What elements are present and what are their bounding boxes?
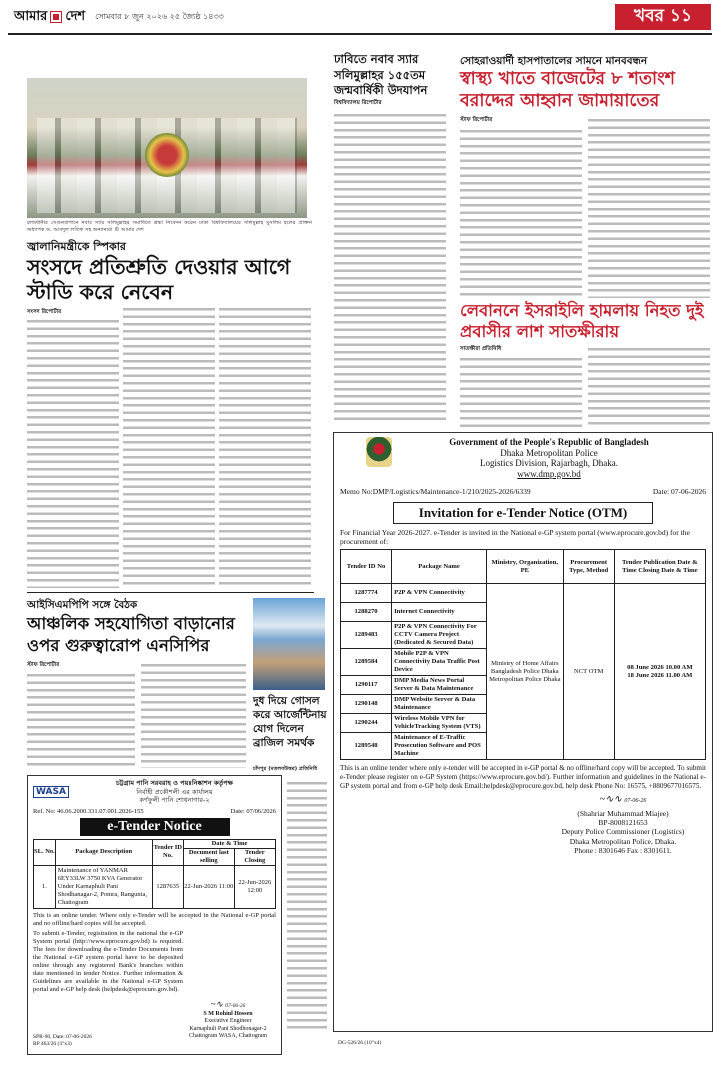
police-date: Date: 07-06-2026 <box>652 487 706 496</box>
tender-id-cell: 1289483 <box>341 622 392 649</box>
table-row <box>34 865 276 908</box>
procurement-cell: NCT OTM <box>563 584 614 760</box>
wasa-col-close: Tender Closing <box>234 848 275 865</box>
story1-body-col1 <box>27 318 119 588</box>
story4-body-col1 <box>460 356 582 428</box>
wasa-division: নির্বাহী প্রকৌশলী এর কার্যালয় <box>136 787 213 796</box>
wasa-col-pkg: Package Description <box>55 839 152 865</box>
story5-body-col2 <box>141 662 246 768</box>
wasa-sign-date: 07-06-26 <box>225 1003 246 1009</box>
wasa-sl: 1. <box>34 865 56 908</box>
masthead-left: আমার <box>14 8 48 24</box>
wasa-signer-org: Chattogram WASA, Chattogram <box>188 1033 268 1039</box>
story2-headline: ঢাবিতে নবাব স্যার সলিমুল্লাহর ১৫৫তম জন্মবার্ষিকী উদযাপন <box>334 52 428 97</box>
wasa-signer-title: Executive Engineer <box>204 1018 252 1024</box>
col-package: Package Name <box>392 550 487 584</box>
package-cell: Wireless Mobile VPN for VehicleTracking System (VTS) <box>392 714 487 733</box>
story3-byline: স্টাফ রিপোর্টার <box>460 117 493 123</box>
col-procurement: Procurement Type, Method <box>563 550 614 584</box>
story4-body-col2 <box>588 346 710 428</box>
col-publication: Tender Publication Date & Time Closing Date & Time <box>614 550 705 584</box>
police-sign-date: 07-06-26 <box>624 798 647 804</box>
tender-id-cell: 1290244 <box>341 714 392 733</box>
publication-cell <box>614 584 705 760</box>
wasa-ref: Ref. No: 46.06.2000.331.07.001.2026-155 <box>33 807 144 815</box>
wasa-footer2: RP 463/26 (3"x3) <box>33 1041 72 1047</box>
story5-kicker: আইসিএমপিপি সঙ্গে বৈঠক <box>27 599 138 611</box>
wasa-body1: This is an online tender. Where only e-Tender will be accepted in the National e-GP portal and no offline/hard copies will be accepted. <box>33 911 276 927</box>
story5-body-col1 <box>27 672 135 768</box>
police-bp: BP-8008121653 <box>598 818 648 828</box>
tender-id-cell: 1289584 <box>341 649 392 676</box>
wasa-doc: 22-Jun-2026 11:00 <box>184 865 235 908</box>
story1-headline: সংসদে প্রতিশ্রুতি দেওয়ার আগে স্টাডি করে নেবেন <box>27 255 291 304</box>
table-row <box>341 584 706 603</box>
police-note: This is an online tender where only e-tender will be accepted in e-GP portal & no offline/hard copy will be accepted. To submit e-Tender please register on e-GP System (https://www.eprocure.gov.bd/). Further information and guidelines in the National e-GP system portal and from e-GP help desk Email:helpdesk@eprocure.gov.bd, help desk Phone No: 16575, +8809677016575. <box>340 764 707 790</box>
police-role: Deputy Police Commissioner (Logistics) <box>561 827 685 837</box>
police-phone: Phone : 8301646 Fax : 8301611. <box>574 845 672 855</box>
story5-byline: স্টাফ রিপোর্টার <box>27 662 60 668</box>
wasa-subdivision: কর্ণফুলী পানি শোধনাগার-২ <box>139 796 210 804</box>
wasa-col-sl: SL. No. <box>34 839 56 865</box>
flower-wreath <box>145 133 189 177</box>
tender-id-cell: 1289548 <box>341 733 392 760</box>
story2-body <box>334 112 446 422</box>
story1-byline: সংসদ রিপোর্টার <box>27 309 62 315</box>
story4-headline: লেবাননে ইসরাইলি হামলায় নিহত দুই প্রবাসীর লাশ সাতক্ষীরায় <box>460 301 704 341</box>
story3-kicker: সোহরাওয়ার্দী হাসপাতালের সামনে মানববন্ধন <box>460 55 648 67</box>
police-footer: DG-526/26 (10"x4) <box>338 1040 382 1046</box>
wasa-title: e-Tender Notice <box>80 818 230 836</box>
police-div: Logistics Division, Rajarbagh, Dhaka. <box>480 458 618 468</box>
masthead-right: দেশ <box>65 8 86 24</box>
package-cell: Internet Connectivity <box>392 603 487 622</box>
col-tender-id: Tender ID No <box>341 550 392 584</box>
wasa-tid: 1287635 <box>152 865 183 908</box>
story1-kicker: জ্বালানিমন্ত্রীকে স্পিকার <box>27 240 126 253</box>
package-cell: P2P & VPN Connectivity For CCTV Camera Project (Dedicated & Secured Data) <box>392 622 487 649</box>
police-memo: Memo No:DMP/Logistics/Maintenance-1/210/2025-2026/6339 <box>340 487 531 496</box>
police-table <box>340 549 706 760</box>
wasa-table <box>33 839 276 909</box>
tender-id-cell: 1290148 <box>341 695 392 714</box>
masthead <box>14 8 224 26</box>
wasa-office: চট্টগ্রাম পানি সরবরাহ ও পয়ঃনিষ্কাশন কর্তৃপক্ষ <box>115 779 233 787</box>
tender-id-cell: 1288270 <box>341 603 392 622</box>
header-rule <box>8 33 712 35</box>
police-signer: (Shahriar Muhammad Miajee) <box>577 809 669 818</box>
police-office: Dhaka Metropolitan Police, Dhaka. <box>569 836 677 846</box>
dateline: সোমবার ৮ জুন ২০২৬ ২৫ জ্যৈষ্ঠ ১৪৩৩ <box>95 11 224 21</box>
wasa-pkg: Maintenance of YANMAR 6EY33LW 3750 KVA Generator Under Karnaphuli Pani Shodhanagar-2, Pomra, Rangunia, Chattogram <box>55 865 152 908</box>
story3-headline: স্বাস্থ্য খাতে বাজেটের ৮ শতাংশ বরাদ্দের আহ্বান জামায়াতের <box>460 69 675 111</box>
story2-byline: বিশ্ববিদ্যালয় রিপোর্টার <box>334 100 382 106</box>
wasa-col-tid: Tender ID No. <box>152 839 183 865</box>
section-title: খবর ১১ <box>634 6 692 26</box>
story4-byline: সাতক্ষীরা প্রতিনিধি <box>460 346 502 352</box>
package-cell: Maintenance of E-Traffic Prosecution Software and POS Machine <box>392 733 487 760</box>
police-signature: ~∿∿ 07-06-26 <box>599 794 647 805</box>
story5-headline: আঞ্চলিক সহযোগিতা বাড়ানোর ওপর গুরুত্বারোপ এনসিপির <box>27 614 235 655</box>
police-web[interactable]: www.dmp.gov.bd <box>517 468 581 479</box>
police-title: Invitation for e-Tender Notice (OTM) <box>393 502 653 524</box>
police-org: Dhaka Metropolitan Police <box>500 447 598 458</box>
story1-body-col3 <box>219 306 311 588</box>
wasa-col-datetime: Date & Time <box>184 839 276 848</box>
police-tender-notice <box>333 432 713 1032</box>
story6-photo <box>253 598 325 690</box>
story6-caption: চাঁদপুর (মতলবউত্তর) প্রতিনিধি <box>253 766 318 772</box>
ministry-cell: Ministry of Home Affairs Bangladesh Police Dhaka Metropolitan Police Dhaka <box>486 584 563 760</box>
col-ministry: Ministry, Organization, PE <box>486 550 563 584</box>
story1-body-col2 <box>123 306 215 588</box>
masthead-logo-icon <box>51 12 61 22</box>
wasa-logo: WASA <box>33 786 69 798</box>
story6-headline: দুধ দিয়ে গোসল করে আর্জেন্টিনায় যোগ দিলেন ব্রাজিল সমর্থক <box>253 695 327 749</box>
wasa-signature: ~∿ 07-06-26 <box>210 999 246 1009</box>
police-gov: Government of the People's Republic of Bangladesh <box>449 437 649 447</box>
story6-body <box>287 780 327 1030</box>
package-cell: DMP Media News Portal Server & Data Maintenance <box>392 676 487 695</box>
divider-story1 <box>27 592 314 593</box>
tender-id-cell: 1287774 <box>341 584 392 603</box>
wasa-tender-notice <box>27 775 282 1055</box>
closing-date: 18 June 2026 11.00 AM <box>627 671 693 679</box>
police-logo-icon <box>366 437 392 467</box>
wasa-body2: To submit e-Tender, registration in the national the e-GP System portal (http://www.eprocure.gov.bd) is required. The fees for downloading the e-Tender Documents from the National e-GP system portal have to be deposited online through any registered Bank's branches within date mentioned in tender Notice. Further information & Guidelines are available in the National e-GP System portal and e-GP help desk (helpdesk@eprocure.gov.bd). <box>33 929 183 993</box>
story3-body-col2 <box>588 117 710 298</box>
story1-photo-caption: রাজধানীর সেগুনবাগানে নবাব স্যার সলিমুল্লাহর সমাধিতে শ্রদ্ধা নিবেদন করেন ঢাকা বিশ্ববিদ্যালয়ের সলিমুল্লাহ মুসলিম হলের প্রাক্তন অধ্যাপক ড. আবদুল লতিফ সহ অন্যান্যরা © আমার দেশ <box>27 220 312 234</box>
section-badge <box>615 4 711 30</box>
wasa-footer: SPR-90, Date: 07-06-2026 <box>33 1034 92 1040</box>
package-cell: DMP Website Server & Data Maintenance <box>392 695 487 714</box>
wasa-close: 22-Jun-2026 12:00 <box>234 865 275 908</box>
police-intro: For Financial Year 2026-2027. e-Tender is invited in the National e-GP system portal (www.eprocure.gov.bd) for the procurement of: <box>340 528 690 546</box>
publication-date: 08 June 2026 10.00 AM <box>627 663 693 671</box>
wasa-signer: S M Rohiul Hossen <box>203 1010 253 1017</box>
wasa-date: Date: 07/06/2026 <box>230 807 276 815</box>
tender-id-cell: 1290117 <box>341 676 392 695</box>
package-cell: Mobile P2P & VPN Connectivity Data Traffic Post Device <box>392 649 487 676</box>
story1-photo <box>27 78 307 218</box>
story3-body-col1 <box>460 128 582 298</box>
package-cell: P2P & VPN Connectivity <box>392 584 487 603</box>
wasa-signer-office: Karnaphuli Pani Shodhonagar-2 <box>189 1025 267 1032</box>
wasa-col-doc: Document last selling <box>184 848 235 865</box>
photo-credit: © আমার দেশ <box>114 227 144 234</box>
